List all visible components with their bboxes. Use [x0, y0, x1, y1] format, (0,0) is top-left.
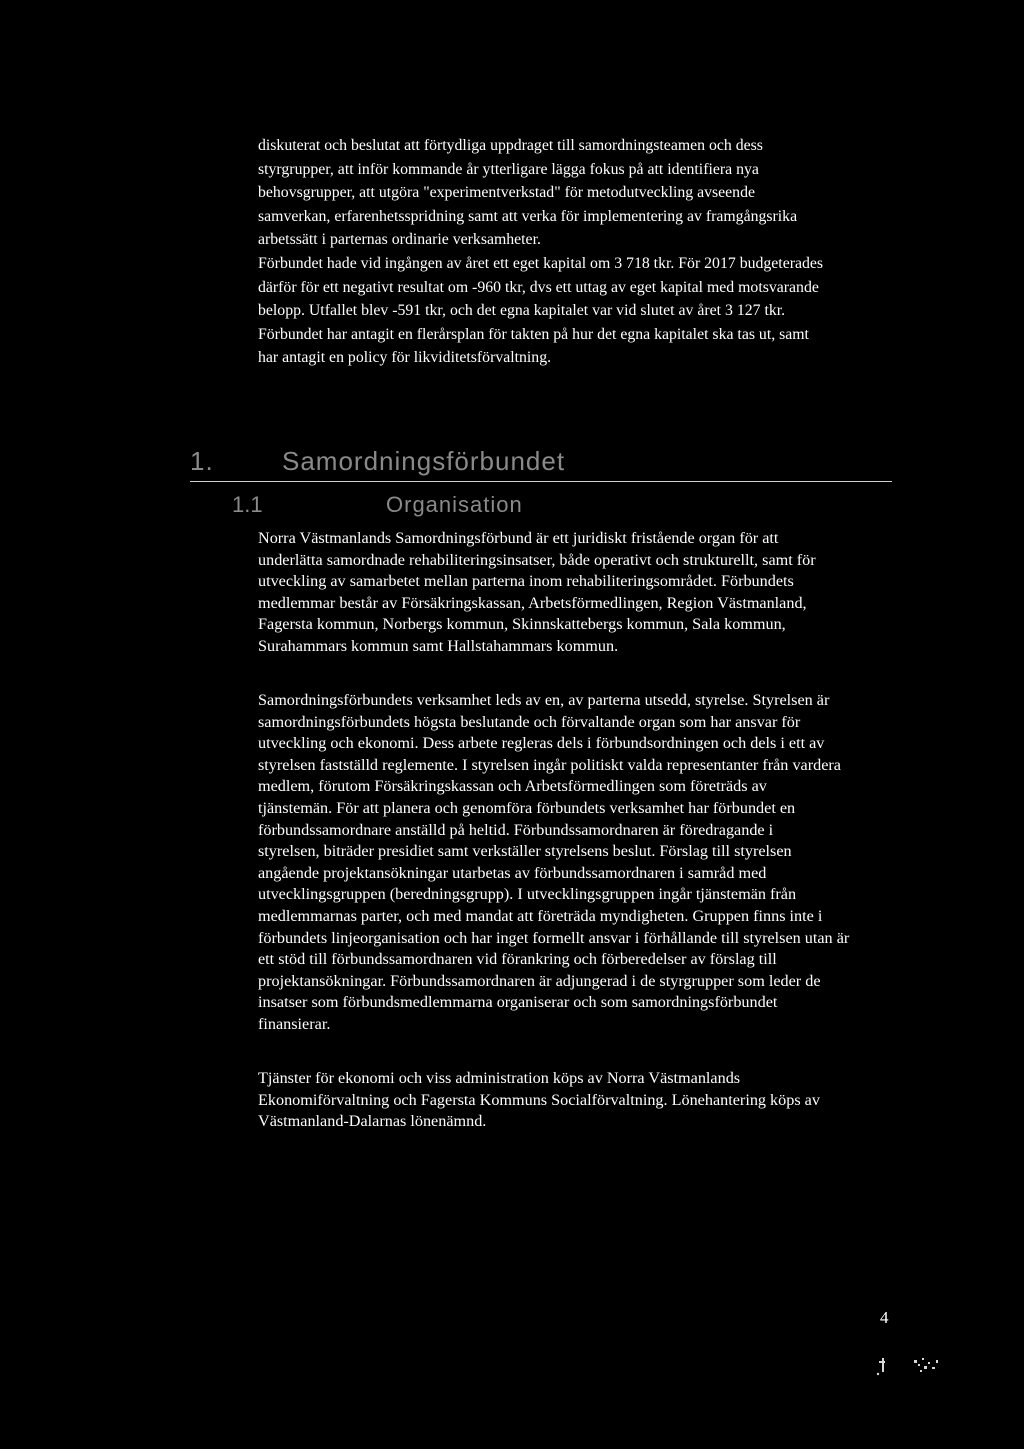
section-heading: Samordningsförbundet — [282, 446, 566, 476]
text-line: tjänstemän. För att planera och genomföra förbundets verksamhet har förbundet en — [258, 798, 796, 817]
subsection-number: 1.1 — [232, 492, 263, 517]
text-line: styrgrupper, att inför kommande år ytterligare lägga fokus på att identifiera nya — [258, 160, 759, 178]
page-number: 4 — [880, 1308, 889, 1327]
text-line: förbundssamordnare anställd på heltid. Förbundssamordnaren är föredragande i — [258, 820, 774, 839]
text-line: därför för ett negativt resultat om -960 tkr, dvs ett uttag av eget kapital med motsvarande — [258, 278, 819, 296]
text-line: styrelsen fastställd reglemente. I styrelsen ingår politiskt valda representanter från vardera — [258, 755, 841, 774]
text-line: Tjänster för ekonomi och viss administration köps av Norra Västmanlands — [258, 1069, 741, 1087]
text-line: samordningsförbundets högsta beslutande och förvaltande organ som har ansvar för — [258, 712, 801, 731]
subsection-heading: Organisation — [386, 492, 523, 517]
paragraph-organisation — [258, 528, 816, 658]
text-line: har antagit en policy för likviditetsförvaltning. — [258, 349, 552, 367]
text-line: Ekonomiförvaltning och Fagersta Kommuns Socialförvaltning. Lönehantering köps av — [258, 1090, 820, 1109]
scan-artifact-icon — [872, 1352, 952, 1382]
text-line: medlemmar består av Försäkringskassan, Arbetsförmedlingen, Region Västmanland, — [258, 593, 807, 612]
text-line: samverkan, erfarenhetsspridning samt att verka för implementering av framgångsrika — [258, 207, 798, 225]
intro-paragraph — [258, 134, 823, 370]
text-line: insatser som förbundsmedlemmarna organiserar och som samordningsförbundet — [258, 993, 778, 1012]
text-line: belopp. Utfallet blev -591 tkr, och det egna kapitalet var vid slutet av året 3 127 tkr. — [258, 302, 786, 320]
text-line: Fagersta kommun, Norbergs kommun, Skinnskattebergs kommun, Sala kommun, — [258, 615, 786, 634]
paragraph-board — [258, 690, 849, 1036]
text-line: ett stöd till förbundssamordnaren vid förankring och förberedelser av förslag till — [258, 950, 777, 969]
text-line: Förbundet hade vid ingången av året ett eget kapital om 3 718 tkr. För 2017 budgeterades — [258, 254, 824, 272]
paragraph-services — [258, 1068, 820, 1133]
text-line: utvecklingsgruppen (beredningsgrupp). I utvecklingsgruppen ingår tjänstemän från — [258, 885, 797, 904]
text-line: Norra Västmanlands Samordningsförbund är ett juridiskt fristående organ för att — [258, 529, 779, 547]
text-line: Västmanland-Dalarnas lönenämnd. — [258, 1112, 487, 1131]
text-line: arbetssätt i parternas ordinarie verksamheter. — [258, 231, 541, 249]
text-line: Surahammars kommun samt Hallstahammars kommun. — [258, 636, 619, 655]
text-line: medlemmarnas parter, och med mandat att företräda myndigheten. Gruppen finns inte i — [258, 906, 823, 925]
section-number: 1. — [190, 446, 214, 476]
section-divider — [190, 481, 892, 482]
text-line: behovsgrupper, att utgöra "experimentverkstad" för metodutveckling avseende — [258, 184, 755, 202]
text-line: underlätta samordnade rehabiliteringsinsatser, både operativt och strukturellt, samt för — [258, 550, 816, 569]
text-line: Samordningsförbundets verksamhet leds av en, av parterna utsedd, styrelse. Styrelsen är — [258, 691, 830, 709]
text-line: angående projektansökningar utarbetas av förbundssamordnaren i samråd med — [258, 863, 767, 882]
text-line: medlem, förutom Försäkringskassan och Arbetsförmedlingen som företräds av — [258, 777, 767, 796]
text-line: utveckling och ekonomi. Dess arbete regleras dels i förbundsordningen och dels i ett av — [258, 734, 825, 753]
text-line: finansierar. — [258, 1014, 331, 1033]
text-line: styrelsen, biträder presidiet samt verkställer styrelsens beslut. Förslag till styrelsen — [258, 842, 792, 861]
text-line: projektansökningar. Förbundssamordnaren är adjungerad i de styrgrupper som leder de — [258, 971, 821, 990]
text-line: utveckling av samarbetet mellan parterna inom rehabiliteringsområdet. Förbundets — [258, 572, 794, 591]
text-line: förbundets linjeorganisation och har inget formellt ansvar i förhållande till styrelsen utan är — [258, 928, 850, 947]
text-line: Förbundet har antagit en flerårsplan för takten på hur det egna kapitalet ska tas ut, samt — [258, 325, 809, 343]
text-line: diskuterat och beslutat att förtydliga uppdraget till samordningsteamen och dess — [258, 137, 763, 154]
